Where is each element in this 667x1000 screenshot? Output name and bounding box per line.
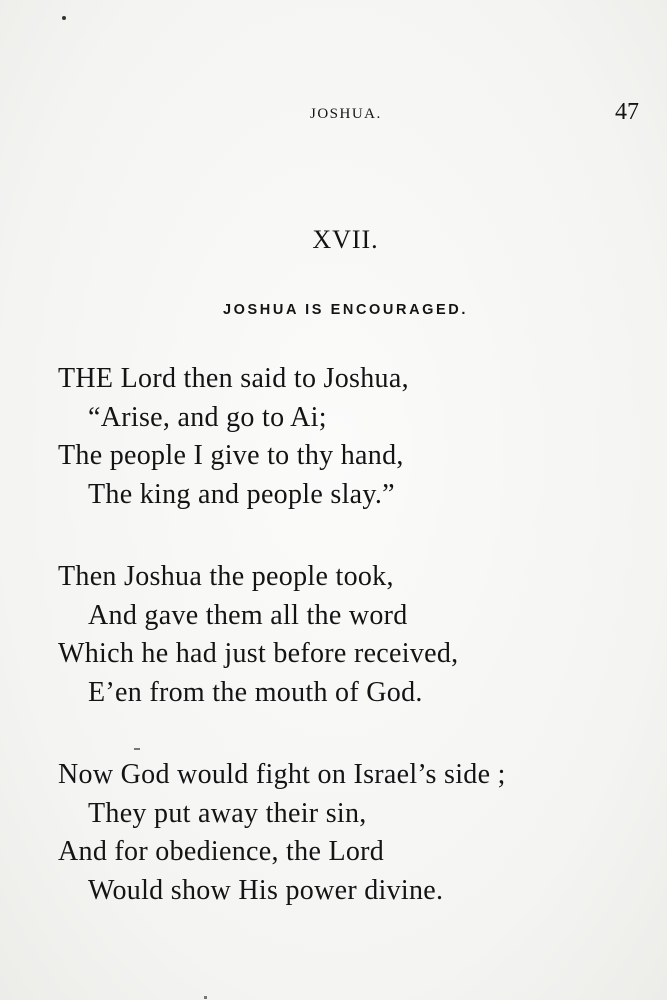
chapter-number: XVII. bbox=[312, 225, 379, 254]
poem-body bbox=[58, 360, 648, 954]
running-head: JOSHUA. bbox=[310, 106, 382, 122]
poem-line: The king and people slay.” bbox=[88, 478, 395, 510]
print-speck bbox=[62, 16, 66, 20]
poem-line: The people I give to thy hand, bbox=[58, 440, 404, 471]
print-mark bbox=[204, 996, 207, 999]
poem-line: Now God would fight on Israel’s side ; bbox=[58, 759, 506, 790]
poem-line: E’en from the mouth of God. bbox=[88, 676, 423, 708]
poem-line: Then Joshua the people took, bbox=[58, 561, 394, 592]
poem-line: And gave them all the word bbox=[88, 599, 408, 631]
poem-line: And for obedience, the Lord bbox=[58, 836, 385, 867]
poem-line: “Arise, and go to Ai; bbox=[88, 401, 327, 433]
poem-line: Which he had just before received, bbox=[58, 638, 459, 669]
page-number: 47 bbox=[615, 99, 639, 125]
stanza bbox=[58, 756, 648, 910]
poem-line: They put away their sin, bbox=[88, 797, 367, 829]
chapter-title: JOSHUA IS ENCOURAGED. bbox=[222, 302, 468, 318]
stanza bbox=[58, 558, 648, 712]
poem-line: THE Lord then said to Joshua, bbox=[58, 363, 409, 394]
stanza bbox=[58, 360, 648, 514]
poem-line: Would show His power divine. bbox=[88, 874, 444, 906]
